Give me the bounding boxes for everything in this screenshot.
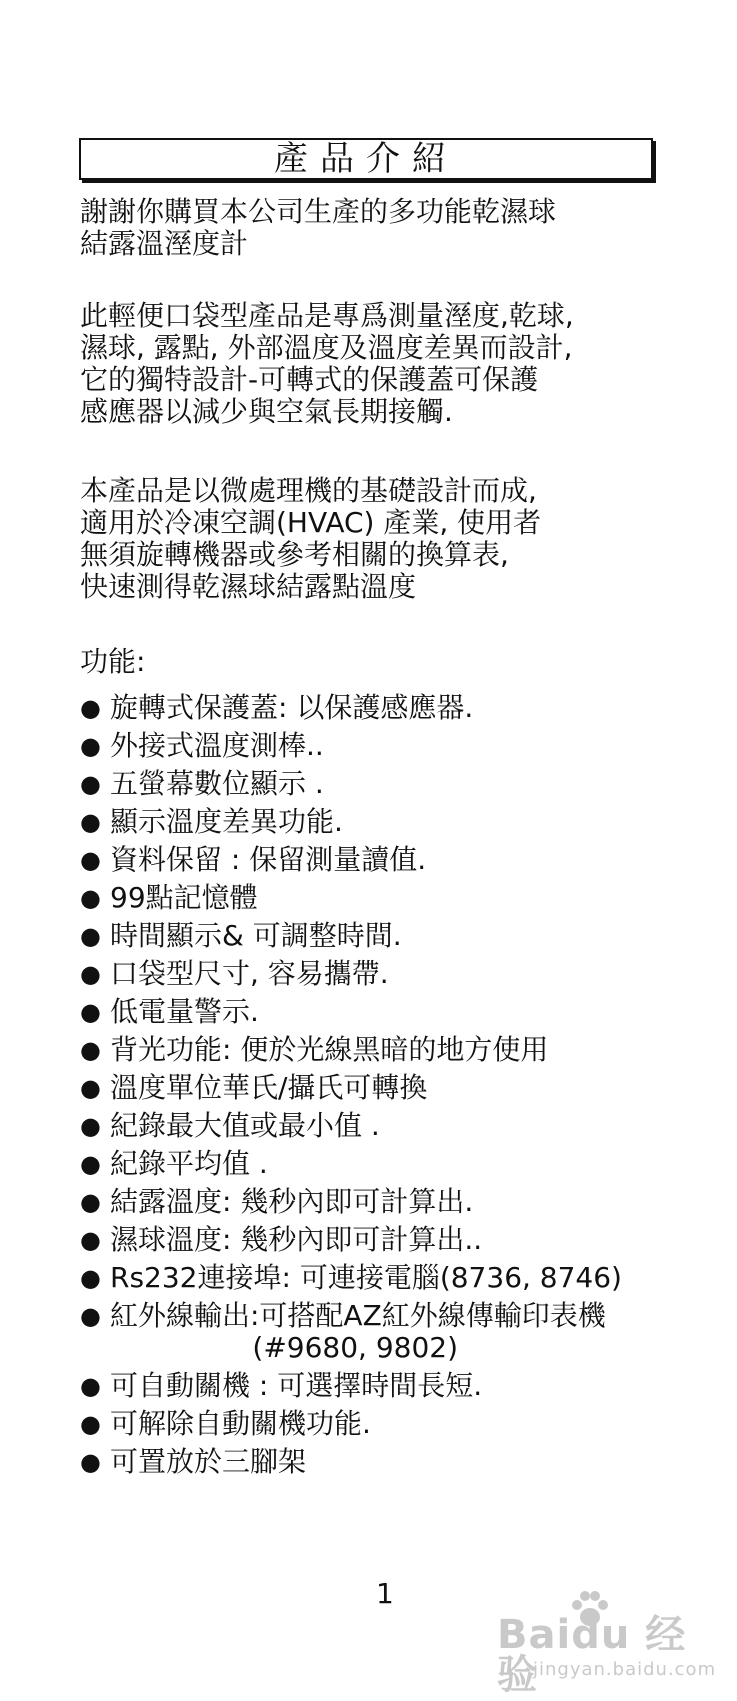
bullet-icon: ●	[80, 1410, 101, 1438]
baidu-watermark	[497, 1589, 717, 1698]
feature-text: 可置放於三腳架	[110, 1445, 307, 1478]
title-box	[79, 138, 653, 180]
feature-item	[80, 1408, 720, 1440]
feature-text: 結露溫度: 幾秒內即可計算出.	[110, 1185, 474, 1218]
feature-item	[80, 844, 720, 876]
feature-item	[80, 1034, 720, 1066]
feature-item	[80, 1224, 720, 1256]
feature-item	[80, 1370, 720, 1402]
bullet-icon: ●	[80, 1112, 101, 1140]
feature-text: 溫度單位華氏/攝氏可轉換	[110, 1071, 428, 1104]
bullet-icon: ●	[80, 1226, 101, 1254]
description-paragraph: 此輕便口袋型產品是專爲測量溼度,乾球, 濕球, 露點, 外部溫度及溫度差異而設計, 它的獨特設計-可轉式的保護蓋可保護 感應器以減少與空氣長期接觸.	[80, 299, 574, 428]
bullet-icon: ●	[80, 808, 101, 836]
bullet-icon: ●	[80, 732, 101, 760]
feature-item	[80, 1300, 720, 1364]
features-list	[80, 692, 720, 1484]
feature-text: 時間顯示& 可調整時間.	[110, 919, 402, 952]
feature-item	[80, 996, 720, 1028]
feature-text: 口袋型尺寸, 容易攜帶.	[110, 957, 389, 990]
bullet-icon: ●	[80, 922, 101, 950]
feature-item	[80, 692, 720, 724]
bullet-icon: ●	[80, 694, 101, 722]
bullet-icon: ●	[80, 884, 101, 912]
watermark-url: jingyan.baidu.com	[533, 1659, 717, 1680]
bullet-icon: ●	[80, 1150, 101, 1178]
bullet-icon: ●	[80, 1448, 101, 1476]
watermark-logo: Baidu 经验	[497, 1612, 687, 1698]
feature-text: 資料保留 : 保留測量讀值.	[110, 843, 427, 876]
feature-text: 99點記憶體	[110, 881, 258, 914]
bullet-icon: ●	[80, 998, 101, 1026]
bullet-icon: ●	[80, 1302, 101, 1330]
feature-text: 低電量警示.	[110, 995, 259, 1028]
bullet-icon: ●	[80, 770, 101, 798]
bullet-icon: ●	[80, 960, 101, 988]
feature-text: 外接式溫度測棒..	[110, 729, 324, 762]
feature-item	[80, 1186, 720, 1218]
bullet-icon: ●	[80, 1372, 101, 1400]
feature-text: 可解除自動關機功能.	[110, 1407, 371, 1440]
feature-item	[80, 1072, 720, 1104]
feature-text: 旋轉式保護蓋: 以保護感應器.	[110, 691, 474, 724]
feature-item	[80, 1110, 720, 1142]
feature-text: 紀錄平均值 .	[110, 1147, 268, 1180]
bullet-icon: ●	[80, 846, 101, 874]
feature-item	[80, 806, 720, 838]
feature-text: 紀錄最大值或最小值 .	[110, 1109, 380, 1142]
bullet-icon: ●	[80, 1074, 101, 1102]
features-heading: 功能:	[80, 645, 146, 678]
bullet-icon: ●	[80, 1188, 101, 1216]
feature-item	[80, 1446, 720, 1478]
feature-text: 可自動關機 : 可選擇時間長短.	[110, 1369, 483, 1402]
feature-item	[80, 1148, 720, 1180]
intro-paragraph: 謝謝你購買本公司生產的多功能乾濕球 結露溫溼度計	[80, 195, 557, 260]
feature-text: 紅外線輸出:可搭配AZ紅外線傳輸印表機 (#9680, 9802)	[110, 1299, 606, 1364]
feature-text: 背光功能: 便於光線黑暗的地方使用	[110, 1033, 549, 1066]
page-number: 1	[376, 1577, 394, 1610]
page-title: 產品介紹	[274, 139, 458, 179]
feature-item	[80, 882, 720, 914]
bullet-icon: ●	[80, 1264, 101, 1292]
feature-item	[80, 920, 720, 952]
feature-text: 五螢幕數位顯示 .	[110, 767, 324, 800]
design-paragraph: 本產品是以微處理機的基礎設計而成, 適用於冷凍空調(HVAC) 產業, 使用者 無須旋轉機器或參考相關的換算表, 快速測得乾濕球結露點溫度	[80, 474, 542, 603]
feature-item	[80, 1262, 720, 1294]
feature-text: Rs232連接埠: 可連接電腦(8736, 8746)	[110, 1261, 622, 1294]
feature-text: 濕球溫度: 幾秒內即可計算出..	[110, 1223, 483, 1256]
bullet-icon: ●	[80, 1036, 101, 1064]
feature-item	[80, 958, 720, 990]
feature-item	[80, 768, 720, 800]
feature-text: 顯示溫度差異功能.	[110, 805, 343, 838]
feature-item	[80, 730, 720, 762]
